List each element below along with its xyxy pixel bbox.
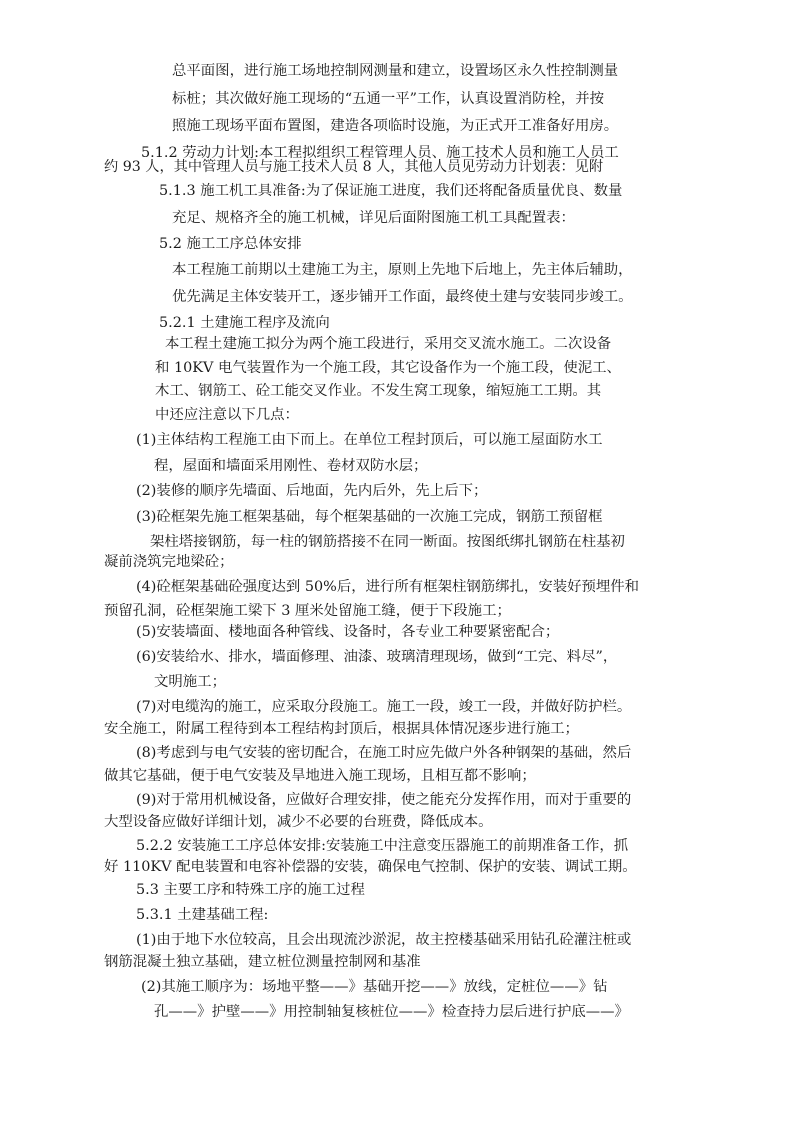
text-line: 凝前浇筑完地梁砼； <box>104 554 234 570</box>
text-line: 预留孔洞，砼框架施工梁下 3 厘米处留施工缝，便于下段施工； <box>104 603 511 619</box>
list-item: (5)安装墙面、楼地面各种管线、设备时，各专业工种要紧密配合； <box>136 624 560 640</box>
text-line: 标桩；其次做好施工现场的“五通一平”工作，认真设置消防栓，并按 <box>172 91 605 107</box>
text-line: 好 110KV 配电装置和电容补偿器的安装，确保电气控制、保护的安装、调试工期。 <box>104 859 637 875</box>
text-line: 程，屋面和墙面采用刚性、卷材双防水层； <box>154 458 428 474</box>
text-line: 大型设备应做好详细计划，减少不必要的台班费，降低成本。 <box>104 814 493 830</box>
text-line: 安全施工，附属工程待到本工程结构封顶后，根据具体情况逐步进行施工； <box>104 721 579 737</box>
text-line: 钢筋混凝土独立基础，建立桩位测量控制网和基准 <box>104 954 421 970</box>
text-line: 文明施工； <box>154 674 226 690</box>
list-item: (3)砼框架先施工框架基础，每个框架基础的一次施工完成，钢筋工预留框 <box>136 509 603 525</box>
section-heading: 5.2.2 安装施工工序总体安排:安装施工中注意变压器施工的前期准备工作，抓 <box>136 838 629 854</box>
section-heading: 5.2 施工工序总体安排 <box>159 236 302 252</box>
text-line: 和 10KV 电气装置作为一个施工段，其它设备作为一个施工段，使泥工、 <box>155 360 621 376</box>
text-line: 5.1.2 劳动力计划:本工程拟组织工程管理人员、施工技术人员和施工人员工 <box>141 145 619 161</box>
text-line: 做其它基础，便于电气安装及旱地进入施工现场，且相互都不影响； <box>104 768 536 784</box>
text-line: 木工、钢筋工、砼工能交叉作业。不发生窝工现象，缩短施工工期。其 <box>155 383 602 399</box>
section-heading: 5.3 主要工序和特殊工序的施工过程 <box>136 882 365 898</box>
text-line: 5.1.3 施工机工具准备:为了保证施工进度，我们还将配备质量优良、数量 <box>159 183 623 199</box>
list-item: (1)由于地下水位较高，且会出现流沙淤泥，故主控楼基础采用钻孔砼灌注桩或 <box>136 932 632 948</box>
text-line: 优先满足主体安装开工，逐步铺开工作面，最终使土建与安装同步竣工。 <box>172 289 633 305</box>
text-line: 架柱塔接钢筋，每一柱的钢筋搭接不在同一断面。按图纸绑扎钢筋在柱基初 <box>150 534 625 550</box>
text-line: 照施工现场平面布置图，建造各项临时设施，为正式开工准备好用房。 <box>172 118 619 134</box>
text-line: 约 93 人，其中管理人员与施工技术人员 8 人，其他人员见劳动力计划表：见附 <box>104 159 604 175</box>
text-line: 总平面图，进行施工场地控制网测量和建立，设置场区永久性控制测量 <box>172 63 619 79</box>
list-item: (6)安装给水、排水，墙面修理、油漆、玻璃清理现场，做到“工完、料尽”， <box>136 649 618 665</box>
list-item: (4)砼框架基础砼强度达到 50%后，进行所有框架柱钢筋绑扎，安装好预埋件和 <box>136 579 640 595</box>
list-item: (1)主体结构工程施工由下而上。在单位工程封顶后，可以施工屋面防水工 <box>136 432 603 448</box>
list-item: (7)对电缆沟的施工，应采取分段施工。施工一段，竣工一段，并做好防护栏。 <box>136 699 632 715</box>
section-heading: 5.3.1 土建基础工程: <box>136 907 269 923</box>
list-item: (8)考虑到与电气安装的密切配合，在施工时应先做户外各种钢架的基础，然后 <box>136 745 632 761</box>
list-item: (2)装修的顺序先墙面、后地面，先内后外，先上后下； <box>136 483 488 499</box>
list-item: (9)对于常用机械设备，应做好合理安排，使之能充分发挥作用，而对于重要的 <box>136 792 632 808</box>
text-line: 孔——》护壁——》用控制轴复核桩位——》检查持力层后进行护底——》 <box>154 1004 629 1020</box>
text-line: 本工程施工前期以土建施工为主，原则上先地下后地上，先主体后辅助， <box>172 262 633 278</box>
list-item: (2)其施工顺序为：场地平整——》基础开挖——》放线，定桩位——》钻 <box>141 979 608 995</box>
text-line: 中还应注意以下几点： <box>155 407 299 423</box>
section-heading: 5.2.1 土建施工程序及流向 <box>159 315 330 331</box>
text-line: 充足、规格齐全的施工机械，详见后面附图施工机工具配置表： <box>172 210 575 226</box>
text-line: 本工程土建施工拟分为两个施工段进行，采用交叉流水施工。二次设备 <box>165 336 612 352</box>
